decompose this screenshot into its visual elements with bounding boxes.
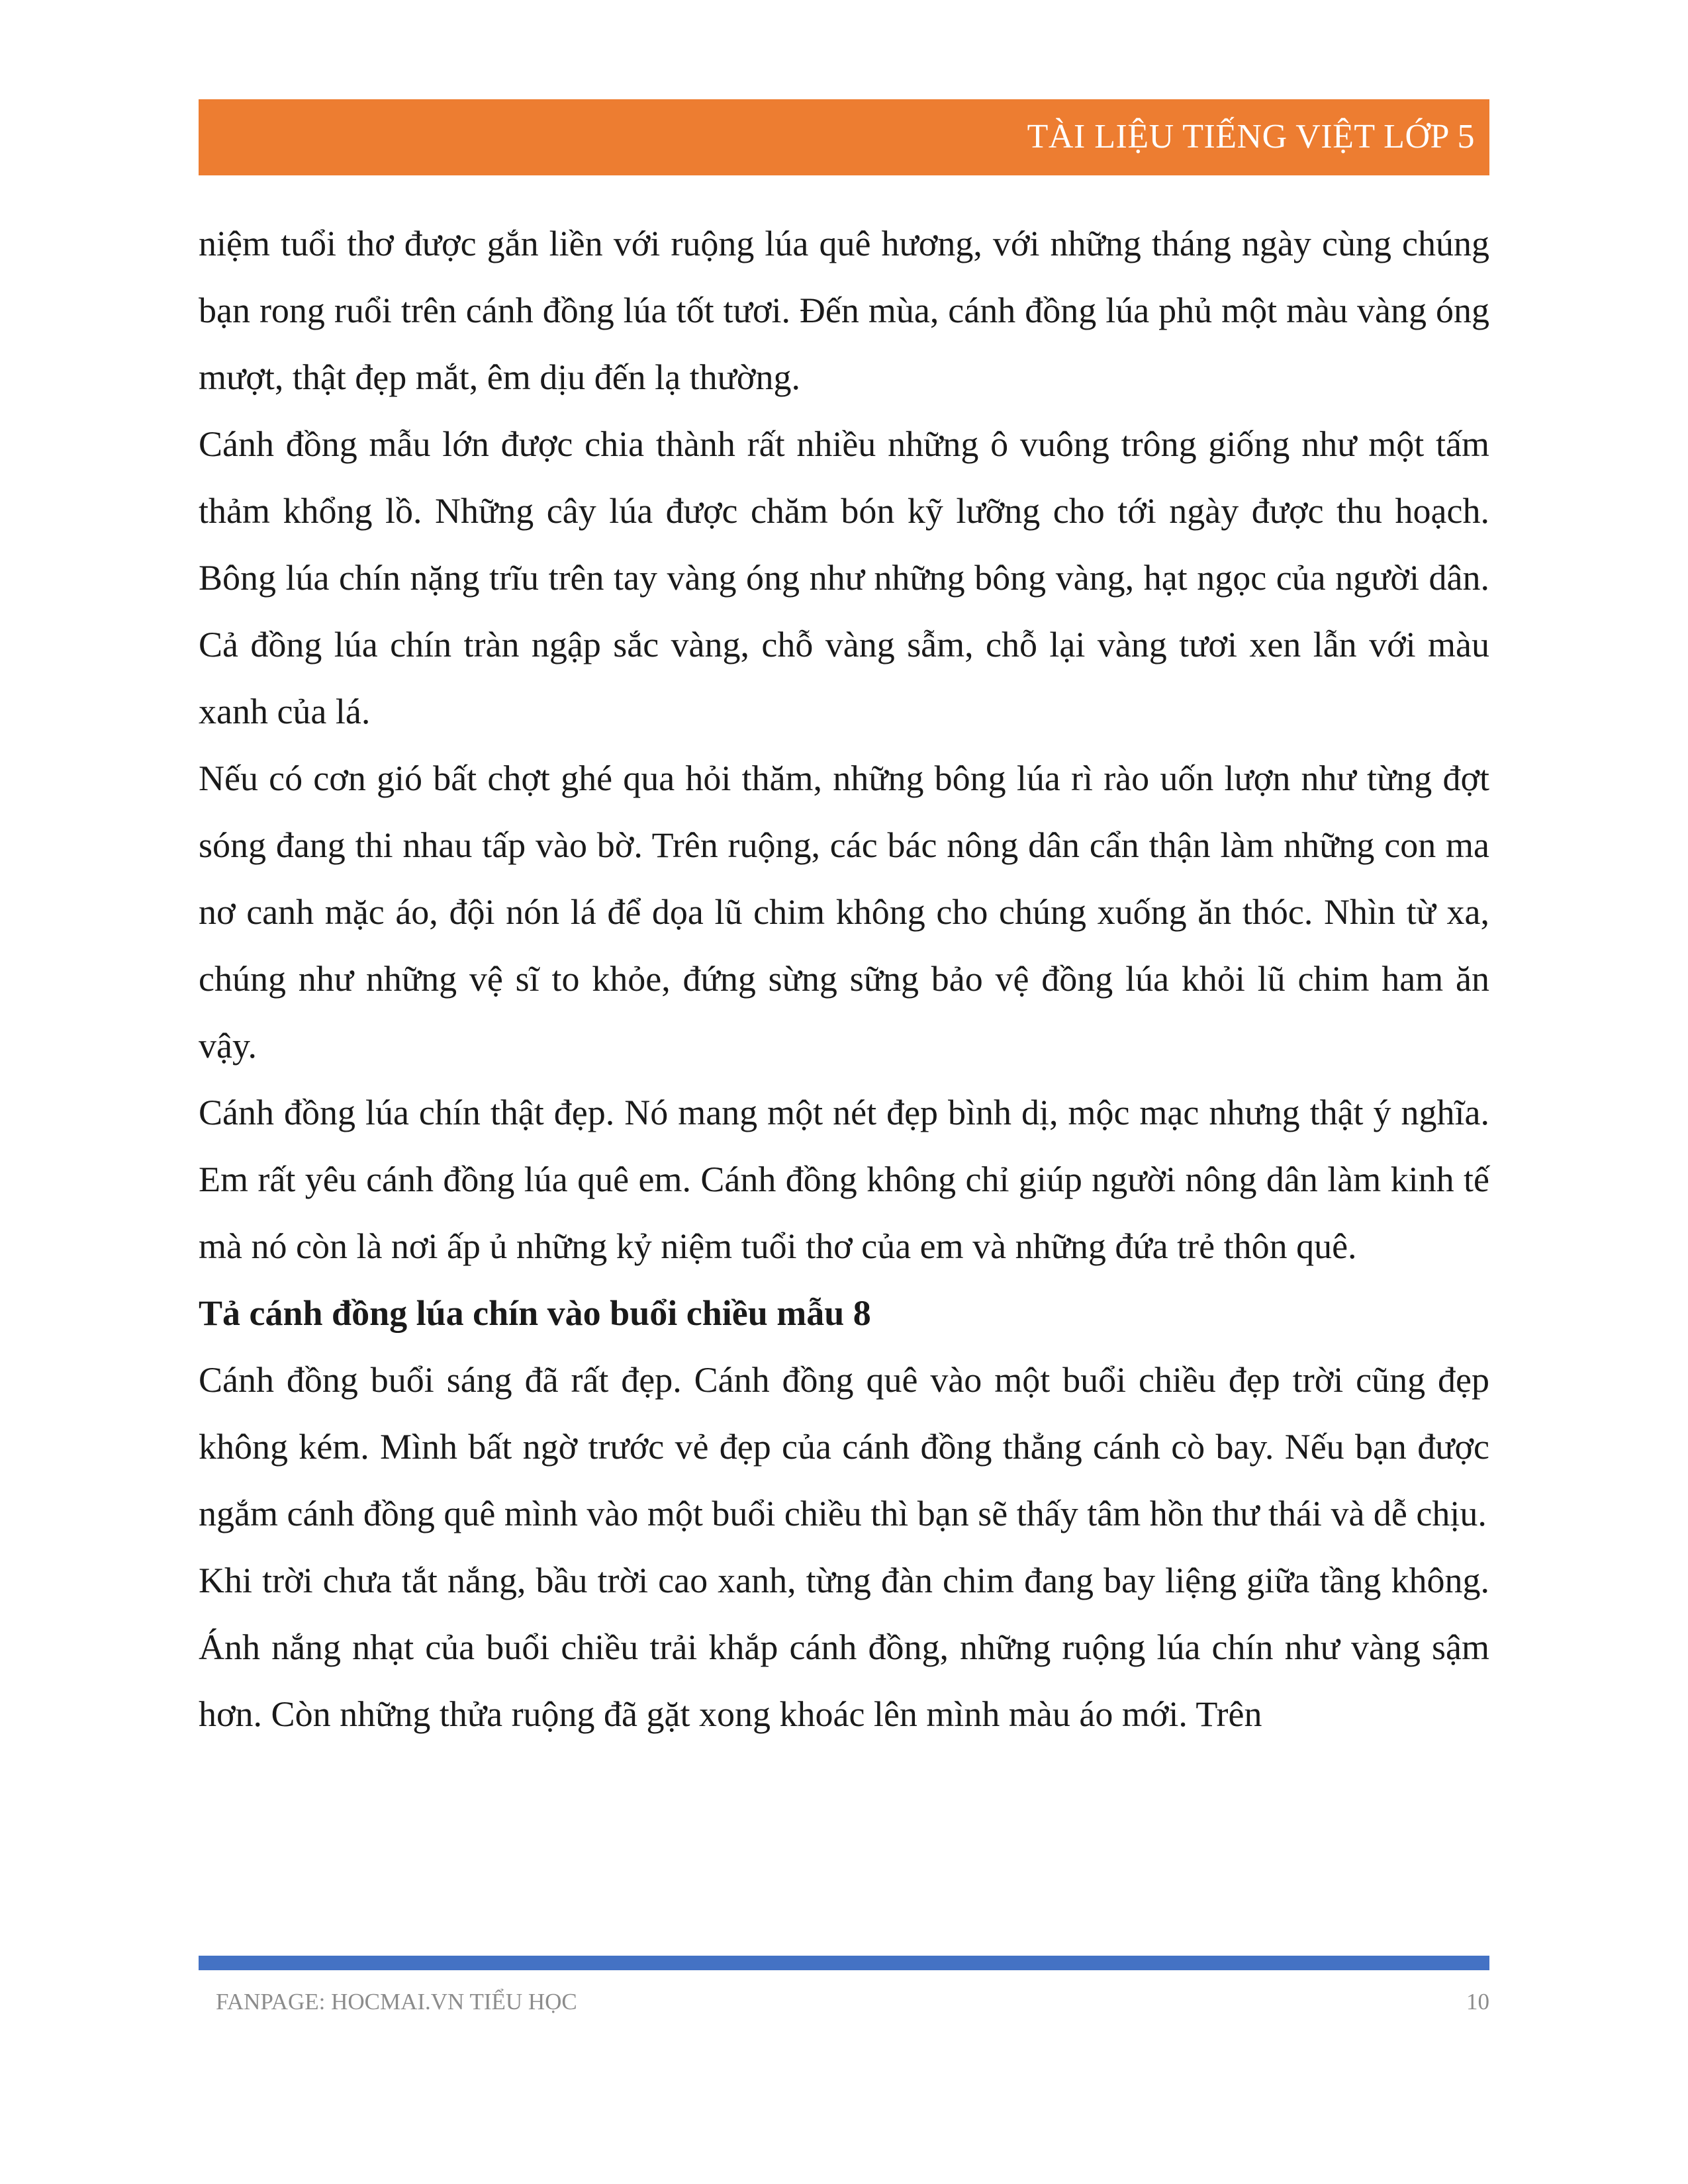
- paragraph: Cánh đồng buổi sáng đã rất đẹp. Cánh đồng quê vào một buổi chiều đẹp trời cũng đẹp không kém. Mình bất ngờ trước vẻ đẹp của cánh đồng thẳng cánh cò bay. Nếu bạn được ngắm cánh đồng quê mình vào một buổi chiều thì bạn sẽ thấy tâm hồn thư thái và dễ chịu.: [199, 1360, 1489, 1533]
- document-body: [199, 210, 1489, 1748]
- paragraph: Cánh đồng mẫu lớn được chia thành rất nhiều những ô vuông trông giống như một tấm thảm khổng lồ. Những cây lúa được chăm bón kỹ lưỡng cho tới ngày được thu hoạch. Bông lúa chín nặng trĩu trên tay vàng óng như những bông vàng, hạt ngọc của người dân. Cả đồng lúa chín tràn ngập sắc vàng, chỗ vàng sẫm, chỗ lại vàng tươi xen lẫn với màu xanh của lá.: [199, 424, 1489, 731]
- header-bar: [199, 99, 1489, 175]
- paragraph: Khi trời chưa tắt nắng, bầu trời cao xanh, từng đàn chim đang bay liệng giữa tầng không. Ánh nắng nhạt của buổi chiều trải khắp cánh đồng, những ruộng lúa chín như vàng sậm hơn. Còn những thửa ruộng đã gặt xong khoác lên mình màu áo mới. Trên: [199, 1561, 1489, 1734]
- paragraph: Nếu có cơn gió bất chợt ghé qua hỏi thăm, những bông lúa rì rào uốn lượn như từng đợt sóng đang thi nhau tấp vào bờ. Trên ruộng, các bác nông dân cẩn thận làm những con ma nơ canh mặc áo, đội nón lá để dọa lũ chim không cho chúng xuống ăn thóc. Nhìn từ xa, chúng như những vệ sĩ to khỏe, đứng sừng sững bảo vệ đồng lúa khỏi lũ chim ham ăn vậy.: [199, 758, 1489, 1066]
- section-heading: Tả cánh đồng lúa chín vào buổi chiều mẫu 8: [199, 1293, 871, 1333]
- paragraph: Cánh đồng lúa chín thật đẹp. Nó mang một nét đẹp bình dị, mộc mạc nhưng thật ý nghĩa. Em rất yêu cánh đồng lúa quê em. Cánh đồng không chỉ giúp người nông dân làm kinh tế mà nó còn là nơi ấp ủ những kỷ niệm tuổi thơ của em và những đứa trẻ thôn quê.: [199, 1093, 1489, 1266]
- paragraph: niệm tuổi thơ được gắn liền với ruộng lúa quê hương, với những tháng ngày cùng chúng bạn rong ruổi trên cánh đồng lúa tốt tươi. Đến mùa, cánh đồng lúa phủ một màu vàng óng mượt, thật đẹp mắt, êm dịu đến lạ thường.: [199, 224, 1489, 397]
- footer-rule: [199, 1956, 1489, 1970]
- footer-fanpage-text: FANPAGE: HOCMAI.VN TIỂU HỌC: [216, 1989, 577, 2015]
- page-number: 10: [1466, 1989, 1489, 2015]
- header-title: TÀI LIỆU TIẾNG VIỆT LỚP 5: [1027, 118, 1475, 156]
